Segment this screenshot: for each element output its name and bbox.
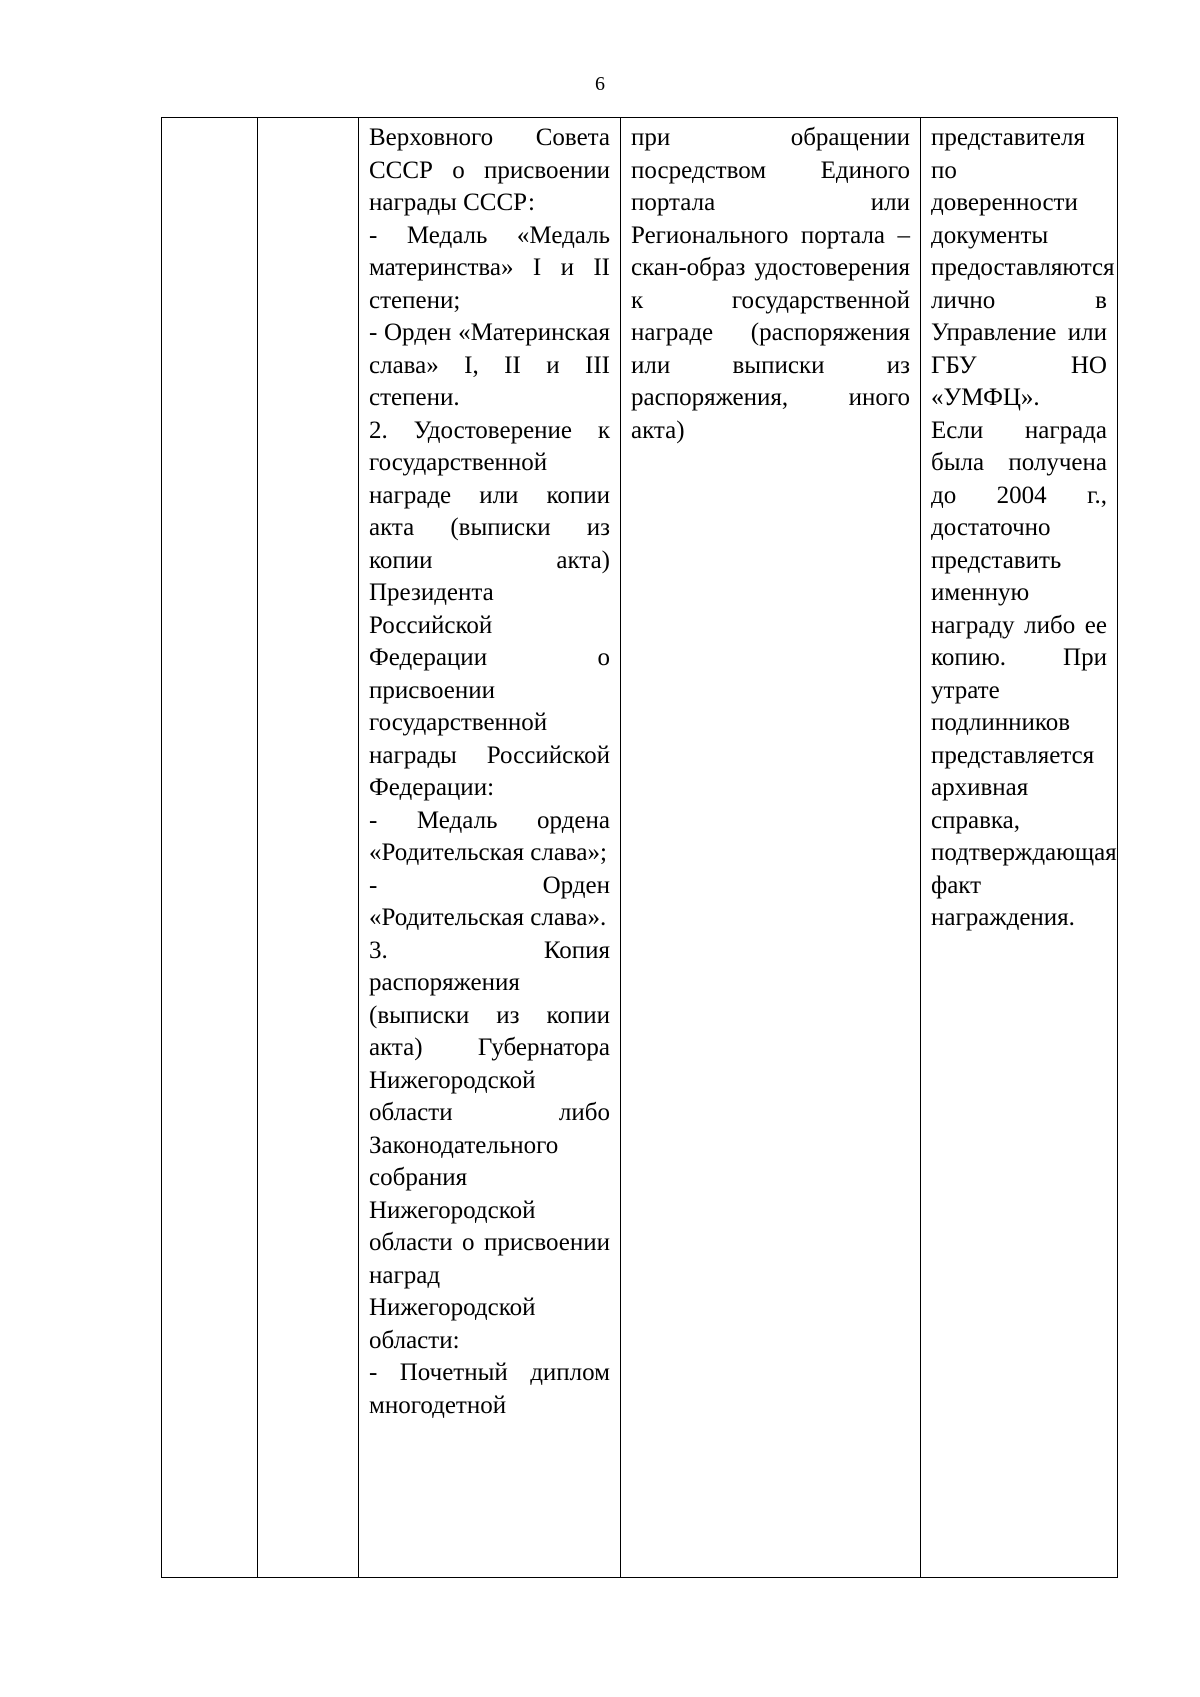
documents-table xyxy=(161,117,1118,1578)
table-cell-submission-method xyxy=(621,118,921,1578)
document-paragraph: 3. Копия распоряжения (выписки из копии акта) Губернатора Нижегородской области либо Законодательного собрания Нижегородской области о присвоении наград Нижегородской области: xyxy=(369,936,610,1354)
page-number: 6 xyxy=(595,73,605,95)
notes-paragraph: представителя по доверенности документы предоставляются лично в Управление или ГБУ НО «УМФЦ». xyxy=(931,124,1115,411)
document-paragraph: - Почетный диплом многодетной xyxy=(369,1359,610,1419)
table-row xyxy=(162,118,1118,1578)
table-cell-notes xyxy=(921,118,1118,1578)
table-cell-documents xyxy=(359,118,621,1578)
document-paragraph: - Медаль «Медаль материнства» I и II степени; xyxy=(369,221,610,314)
document-paragraph: - Медаль ордена «Родительская слава»; xyxy=(369,806,610,866)
table-cell-number xyxy=(162,118,258,1578)
document-paragraph: 2. Удостоверение к государственной награде или копии акта (выписки из копии акта) Президента Российской Федерации о присвоении государственной награды Российской Федерации: xyxy=(369,416,610,801)
document-paragraph: - Орден «Родительская слава». xyxy=(369,871,610,931)
table-cell-category xyxy=(258,118,359,1578)
notes-paragraph: Если награда была получена до 2004 г., достаточно представить именную награду либо ее копию. При утрате подлинников представляется архивная справка, подтверждающая факт награждения. xyxy=(931,416,1117,931)
document-paragraph: Верховного Совета СССР о присвоении награды СССР: xyxy=(369,124,610,216)
submission-paragraph: при обращении посредством Единого портала или Регионального портала – скан-образ удостоверения к государственной награде (распоряжения или выписки из распоряжения, иного акта) xyxy=(631,124,910,444)
document-paragraph: - Орден «Материнская слава» I, II и III степени. xyxy=(369,319,610,411)
